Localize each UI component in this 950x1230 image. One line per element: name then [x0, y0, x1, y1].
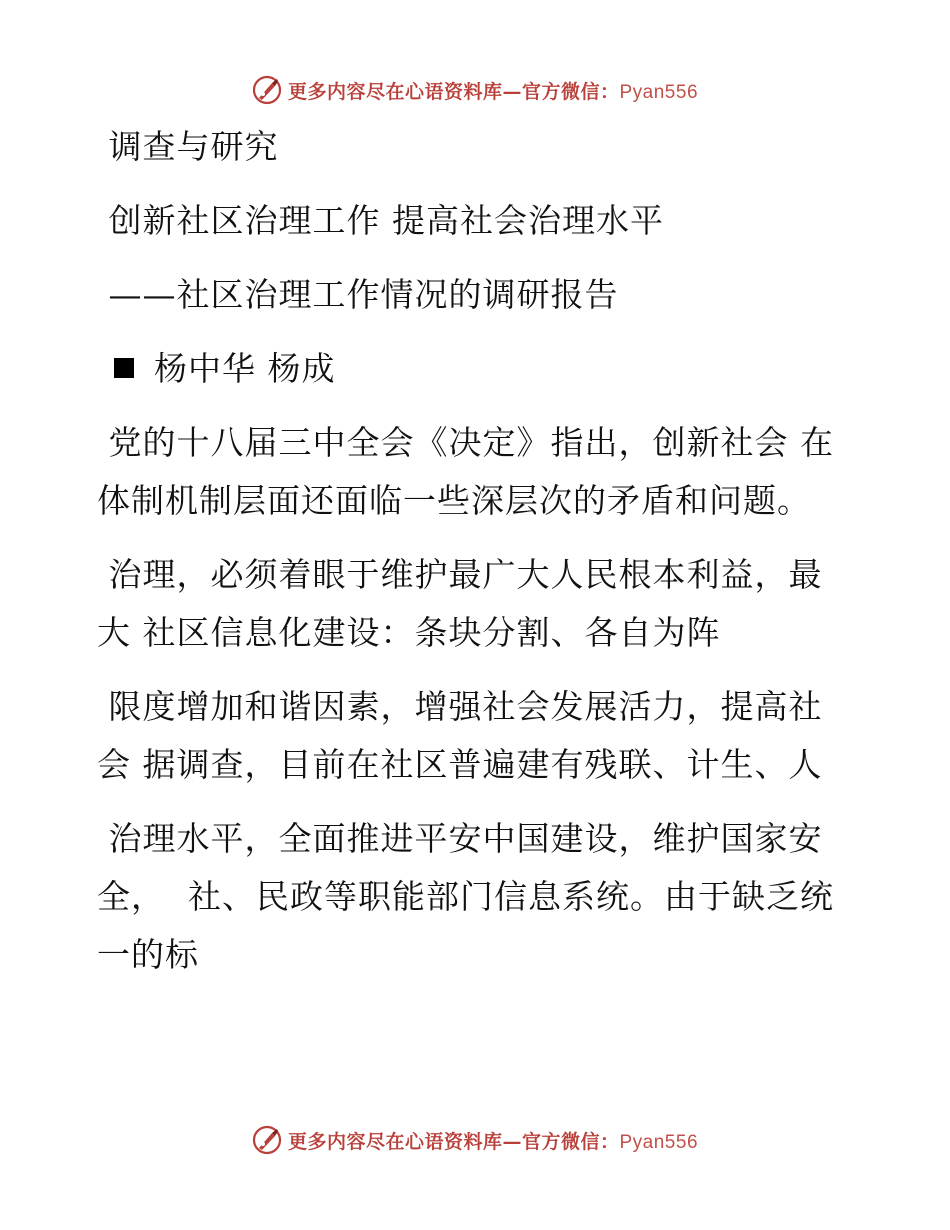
body-line: 一的标: [97, 935, 199, 974]
body-line: 全， 社、民政等职能部门信息系统。由于缺乏统: [97, 877, 834, 916]
body-line: 党的十八届三中全会《决定》指出，创新社会 在: [97, 423, 834, 462]
author-names: 杨中华 杨成: [154, 349, 336, 388]
body-line: 限度增加和谐因素，增强社会发展活力，提高社: [97, 687, 823, 726]
watermark-text: 更多内容尽在心语资料库—官方微信：: [287, 80, 620, 103]
body-line: 治理水平，全面推进平安中国建设，维护国家安: [97, 819, 823, 858]
section-label: 调查与研究: [97, 127, 279, 166]
article-title: 创新社区治理工作 提高社会治理水平: [97, 201, 664, 240]
watermark-wechat-id: Pyan556: [619, 81, 699, 103]
watermark-text: 更多内容尽在心语资料库—官方微信：: [287, 1130, 620, 1153]
square-bullet-icon: [114, 358, 134, 378]
author-line: [97, 349, 336, 389]
watermark-wechat-id: Pyan556: [619, 1131, 699, 1153]
footer-watermark: [0, 1120, 950, 1160]
quill-logo-icon: [252, 1125, 282, 1155]
quill-logo-icon: [252, 75, 282, 105]
body-line: 大 社区信息化建设：条块分割、各自为阵: [97, 613, 721, 652]
article-subtitle: ——社区治理工作情况的调研报告: [97, 275, 619, 314]
body-line: 治理，必须着眼于维护最广大人民根本利益，最: [97, 555, 823, 594]
header-watermark: [0, 70, 950, 110]
body-line: 体制机制层面还面临一些深层次的矛盾和问题。: [97, 481, 811, 520]
body-line: 会 据调查，目前在社区普遍建有残联、计生、人: [97, 745, 823, 784]
